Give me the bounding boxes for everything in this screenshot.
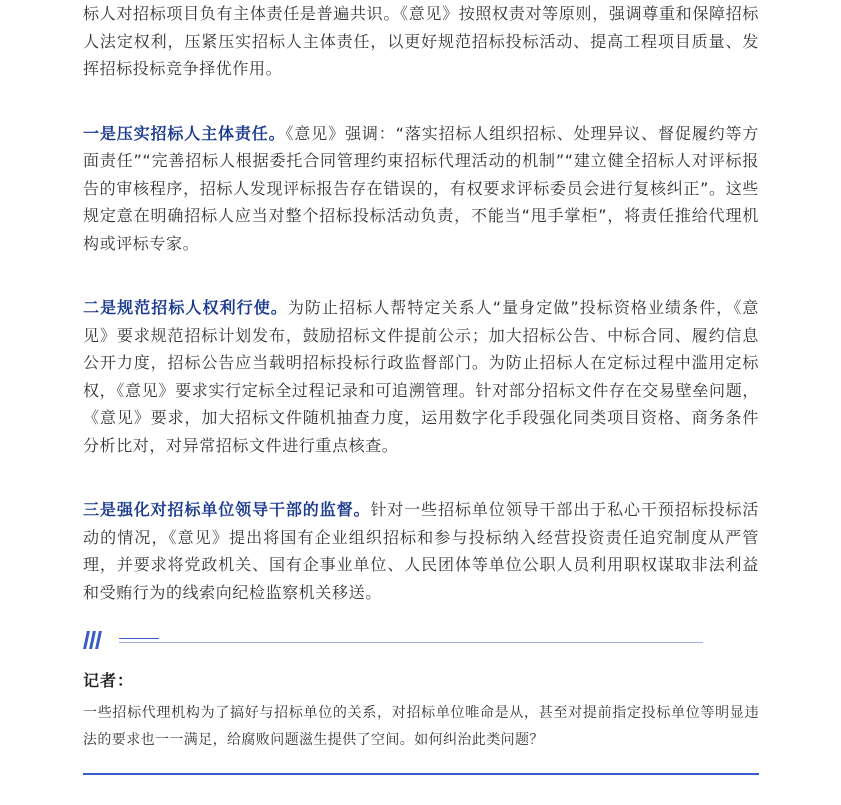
bottom-rule (83, 773, 759, 775)
section-lead-2: 二是规范招标人权利行使。 (83, 298, 288, 317)
divider-long-line (119, 642, 703, 643)
divider-bars-icon (85, 631, 100, 649)
section-paragraph-3 (83, 496, 759, 606)
intro-paragraph: 标人对招标项目负有主体责任是普遍共识。《意见》按照权责对等原则，强调尊重和保障招标人法定权利，压紧压实招标人主体责任，以更好规范招标投标活动、提高工程项目质量、发挥招标投标竞争择优作用。 (83, 4, 759, 78)
reporter-label: 记者： (83, 671, 135, 690)
section-body-2: 为防止招标人帮特定关系人“量身定做”投标资格业绩条件，《意见》要求规范招标计划发布，鼓励招标文件提前公示；加大招标公告、中标合同、履约信息公开力度，招标公告应当载明招标投标行政监督部门。为防止招标人在定标过程中滥用定标权，《意见》要求实行定标全过程记录和可追溯管理。针对部分招标文件存在交易壁垒问题，《意见》要求，加大招标文件随机抽查力度，运用数字化手段强化同类项目资格、商务条件分析比对，对异常招标文件进行重点核查。 (83, 298, 760, 455)
section-body-1: 《意见》强调：“落实招标人组织招标、处理异议、督促履约等方面责任”“完善招标人根据委托合同管理约束招标代理活动的机制”“建立健全招标人对评标报告的审核程序，招标人发现评标报告存在错误的，有权要求评标委员会进行复核纠正”。这些规定意在明确招标人应当对整个招标投标活动负责，不能当“甩手掌柜”，将责任推给代理机构或评标专家。 (83, 123, 759, 253)
section-paragraph-2 (83, 294, 759, 459)
divider-accent-line (119, 638, 159, 639)
section-body-3: 针对一些招标单位领导干部出于私心干预招标投标活动的情况，《意见》提出将国有企业组织招标和参与投标纳入经营投资责任追究制度从严管理，并要求将党政机关、国有企事业单位、人民团体等单位公职人员利用职权谋取非法利益和受贿行为的线索向纪检监察机关移送。 (83, 500, 759, 602)
section-lead-1: 一是压实招标人主体责任。 (83, 123, 286, 143)
reporter-question: 一些招标代理机构为了搞好与招标单位的关系，对招标单位唯命是从，甚至对提前指定投标单位等明显违法的要求也一一满足，给腐败问题滋生提供了空间。如何纠治此类问题？ (83, 705, 759, 748)
section-lead-3: 三是强化对招标单位领导干部的监督。 (83, 500, 371, 519)
section-divider (85, 630, 705, 652)
section-paragraph-1 (83, 120, 759, 258)
reporter-question-block (83, 668, 759, 753)
article-body (83, 0, 759, 606)
